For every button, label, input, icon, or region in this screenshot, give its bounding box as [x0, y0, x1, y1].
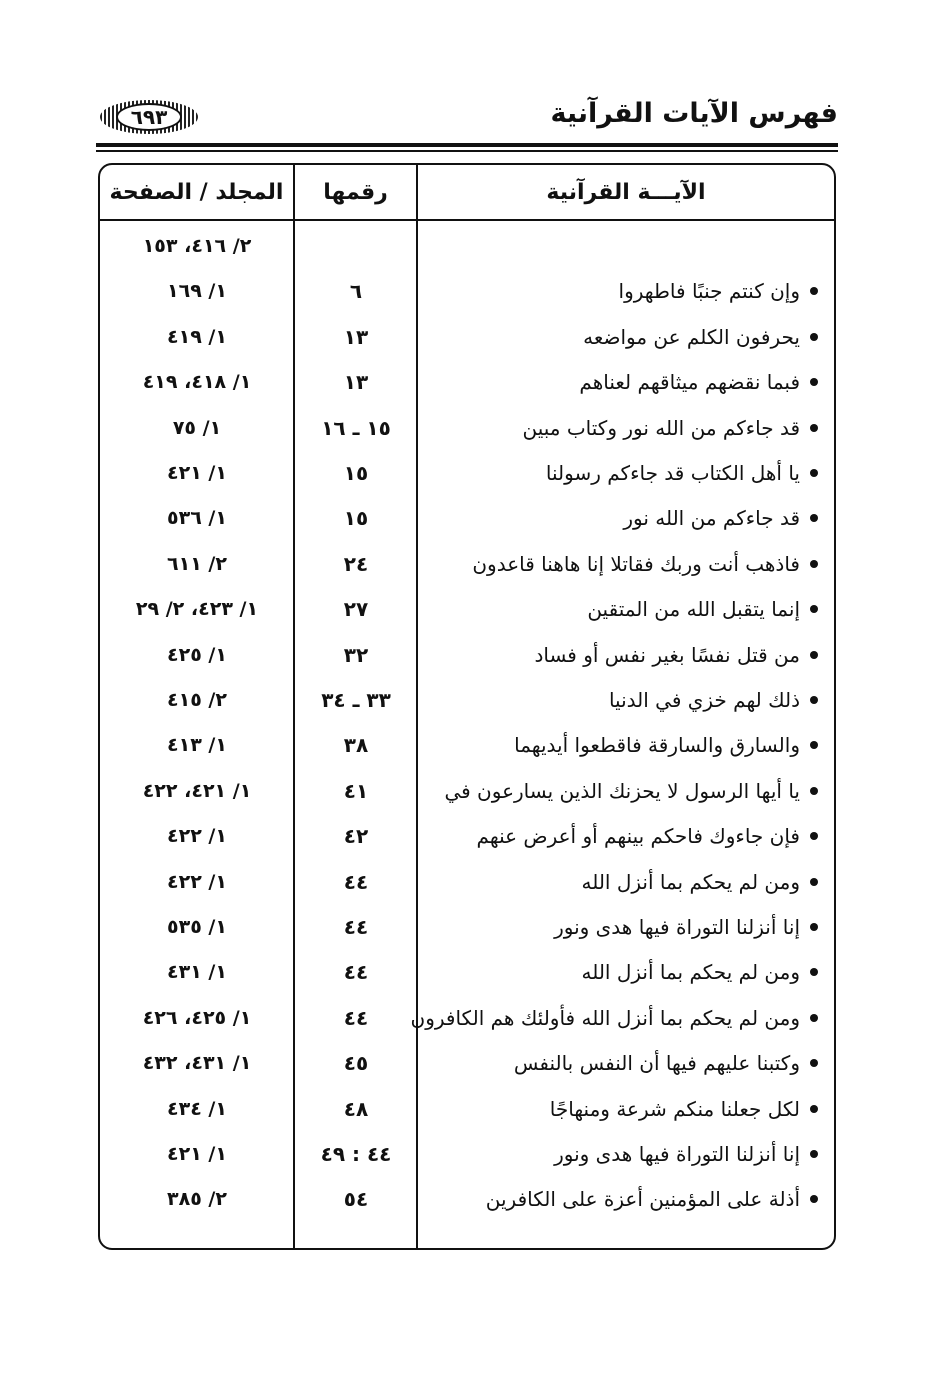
table-row [98, 500, 836, 536]
table-row [98, 364, 836, 400]
bullet-icon [810, 333, 818, 341]
ayah-number-cell: ٦ [349, 279, 363, 304]
bullet-icon [810, 832, 818, 840]
ayah-number-cell: ٤٤ [343, 960, 369, 985]
ayah-cell [418, 455, 818, 491]
ayah-cell [418, 500, 818, 536]
ayah-text: قد جاءكم من الله نور [623, 506, 800, 531]
bullet-icon [810, 1059, 818, 1067]
ayah-text: لكل جعلنا منكم شرعة ومنهاجًا [549, 1096, 800, 1121]
ayah-text: ومن لم يحكم بما أنزل الله [581, 960, 800, 985]
ayah-cell [418, 228, 818, 264]
page-header [96, 92, 838, 142]
ayah-number-cell: ٢٧ [343, 597, 369, 622]
table-row [98, 773, 836, 809]
ayah-cell [418, 1045, 818, 1081]
ayah-text: ذلك لهم خزي في الدنيا [608, 688, 800, 712]
ayah-number-cell: ١٣ [343, 370, 369, 395]
volume-page-cell: ١/ ٤٢٥، ٤٢٦ [142, 1006, 252, 1029]
volume-page-cell: ١/ ٤١٨، ٤١٩ [142, 371, 252, 394]
bullet-icon [810, 651, 818, 659]
bullet-icon [810, 923, 818, 931]
ayah-text: ومن لم يحكم بما أنزل الله [581, 869, 800, 894]
bullet-icon [810, 741, 818, 749]
ayah-text: إنا أنزلنا التوراة فيها هدى ونور [554, 915, 800, 939]
table-row [98, 319, 836, 355]
volume-page-cell: ١/ ٤٢١، ٤٢٢ [142, 779, 252, 802]
volume-page-cell: ٢/ ٦١١ [167, 552, 227, 575]
bullet-icon [810, 878, 818, 886]
ayah-text: من قتل نفسًا بغير نفس أو فساد [534, 642, 800, 667]
volume-page-cell: ٢/ ٤١٥ [167, 689, 227, 711]
ayah-text: ومن لم يحكم بما أنزل الله فأولئك هم الكافرون [410, 1005, 800, 1030]
bullet-icon [810, 469, 818, 477]
bullet-icon [810, 287, 818, 295]
page-number: ٦٩٣ [116, 103, 182, 131]
bullet-icon [810, 1105, 818, 1113]
bullet-icon [810, 1150, 818, 1158]
volume-page-cell: ١/ ٤٣١، ٤٣٢ [142, 1052, 252, 1075]
ayah-text: وإن كنتم جنبًا فاطهروا [618, 279, 800, 304]
ayah-number-cell: ٣٨ [343, 733, 369, 758]
ayah-number-cell: ٤٤ [343, 1005, 369, 1030]
ayah-number-cell: ٤١ [343, 778, 369, 803]
volume-page-cell: ١/ ٤٢٢ [167, 825, 227, 848]
volume-page-cell: ١/ ٤٢٣، ٢/ ٢٩ [135, 598, 259, 621]
ayah-text: يحرفون الكلم عن مواضعه [583, 324, 800, 349]
ayah-cell [418, 591, 818, 627]
volume-page-cell: ١/ ٤٢١ [167, 1143, 227, 1165]
table-row [98, 1000, 836, 1036]
ayah-cell [410, 1000, 818, 1036]
bullet-icon [810, 968, 818, 976]
ayah-number-cell: ٤٤ [343, 869, 369, 894]
volume-page-cell: ١/ ٤٣٤ [167, 1097, 227, 1120]
table-row [98, 818, 836, 854]
header-rule-thin [96, 150, 838, 152]
table-row [98, 727, 836, 763]
ayah-text: وكتبنا عليهم فيها أن النفس بالنفس [513, 1051, 800, 1076]
volume-page-cell: ١/ ٤٢٥ [167, 643, 227, 666]
table-row [98, 273, 836, 309]
table-row [98, 591, 836, 627]
bullet-icon [810, 605, 818, 613]
table-row [98, 455, 836, 491]
ayah-cell [418, 954, 818, 990]
ayah-cell [418, 637, 818, 673]
ayah-number-cell: ٤٤ : ٤٩ [320, 1142, 392, 1166]
bullet-icon [810, 1195, 818, 1203]
ayah-cell [418, 1091, 818, 1127]
volume-page-cell: ١/ ١٦٩ [167, 280, 227, 303]
ayah-number-cell: ٣٣ ـ ٣٤ [321, 688, 391, 712]
volume-page-cell: ٢/ ٤١٦، ١٥٣ [142, 235, 252, 257]
ayah-text: فبما نقضهم ميثاقهم لعناهم [579, 370, 800, 395]
ayah-cell [418, 1136, 818, 1172]
bullet-icon [810, 696, 818, 704]
column-header-ayah: الآيـــة القرآنية [546, 179, 706, 205]
ayah-text: فاذهب أنت وربك فقاتلا إنا هاهنا قاعدون [472, 551, 800, 576]
table-row [98, 682, 836, 718]
ayah-number-cell: ٤٥ [343, 1051, 369, 1076]
ayah-cell [418, 864, 818, 900]
ayah-number-cell [294, 228, 418, 264]
ayah-text: يا أهل الكتاب قد جاءكم رسولنا [545, 461, 800, 485]
ayah-number-cell: ٤٨ [343, 1096, 369, 1121]
column-header-number: رقمها [323, 179, 388, 205]
ayah-cell [418, 773, 818, 809]
ayah-number-cell: ١٣ [343, 324, 369, 349]
volume-page-cell: ١/ ٥٣٥ [167, 916, 227, 938]
ayah-number-cell: ٥٤ [343, 1187, 369, 1212]
ayah-cell [418, 727, 818, 763]
table-row [98, 1181, 836, 1217]
ayah-cell [418, 410, 818, 446]
column-header-reference: المجلد / الصفحة [109, 179, 284, 205]
bullet-icon [810, 424, 818, 432]
page-title: فهرس الآيات القرآنية [550, 98, 838, 129]
bullet-icon [810, 787, 818, 795]
ayah-text: فإن جاءوك فاحكم بينهم أو أعرض عنهم [476, 824, 800, 849]
volume-page-cell: ٢/ ٣٨٥ [167, 1188, 227, 1211]
ayah-number-cell: ٤٤ [343, 915, 369, 939]
table-row [98, 1136, 836, 1172]
volume-page-cell: ١/ ٧٥ [172, 416, 222, 439]
page-number-badge [100, 100, 198, 134]
table-row [98, 1091, 836, 1127]
bullet-icon [810, 514, 818, 522]
header-rule [96, 143, 838, 147]
ayah-number-cell: ٣٢ [343, 642, 369, 667]
volume-page-cell: ١/ ٤١٩ [167, 325, 227, 348]
ayah-text: إنما يتقبل الله من المتقين [587, 597, 800, 622]
table-row [98, 864, 836, 900]
ayah-text: والسارق والسارقة فاقطعوا أيديهما [514, 733, 800, 758]
table-row [98, 909, 836, 945]
ayah-number-cell: ١٥ [343, 506, 369, 531]
ayah-cell [418, 682, 818, 718]
ayah-number-cell: ٤٢ [343, 824, 369, 849]
table-row [98, 546, 836, 582]
ayah-text: يا أيها الرسول لا يحزنك الذين يسارعون في [444, 778, 800, 803]
ayah-cell [418, 818, 818, 854]
ayah-cell [418, 546, 818, 582]
volume-page-cell: ١/ ٤٢١ [167, 462, 227, 484]
ayah-text: إنا أنزلنا التوراة فيها هدى ونور [554, 1142, 800, 1166]
ayah-number-cell: ١٥ [343, 461, 369, 485]
ayah-number-cell: ٢٤ [343, 551, 369, 576]
volume-page-cell: ١/ ٤١٣ [167, 734, 227, 757]
bullet-icon [810, 560, 818, 568]
ayah-text: أذلة على المؤمنين أعزة على الكافرين [485, 1187, 800, 1212]
ayah-cell [418, 319, 818, 355]
ayah-text: قد جاءكم من الله نور وكتاب مبين [522, 415, 800, 440]
table-row [98, 637, 836, 673]
table-row [98, 1045, 836, 1081]
table-row [98, 228, 836, 264]
volume-page-cell: ١/ ٤٢٢ [167, 870, 227, 893]
volume-page-cell: ١/ ٥٣٦ [167, 507, 227, 530]
ayah-cell [418, 364, 818, 400]
bullet-icon [810, 1014, 818, 1022]
ayah-cell [418, 1181, 818, 1217]
bullet-icon [810, 378, 818, 386]
ayah-cell [418, 909, 818, 945]
table-row [98, 954, 836, 990]
volume-page-cell: ١/ ٤٣١ [167, 961, 227, 984]
table-row [98, 410, 836, 446]
ayah-cell [418, 273, 818, 309]
ayah-number-cell: ١٥ ـ ١٦ [321, 415, 391, 440]
